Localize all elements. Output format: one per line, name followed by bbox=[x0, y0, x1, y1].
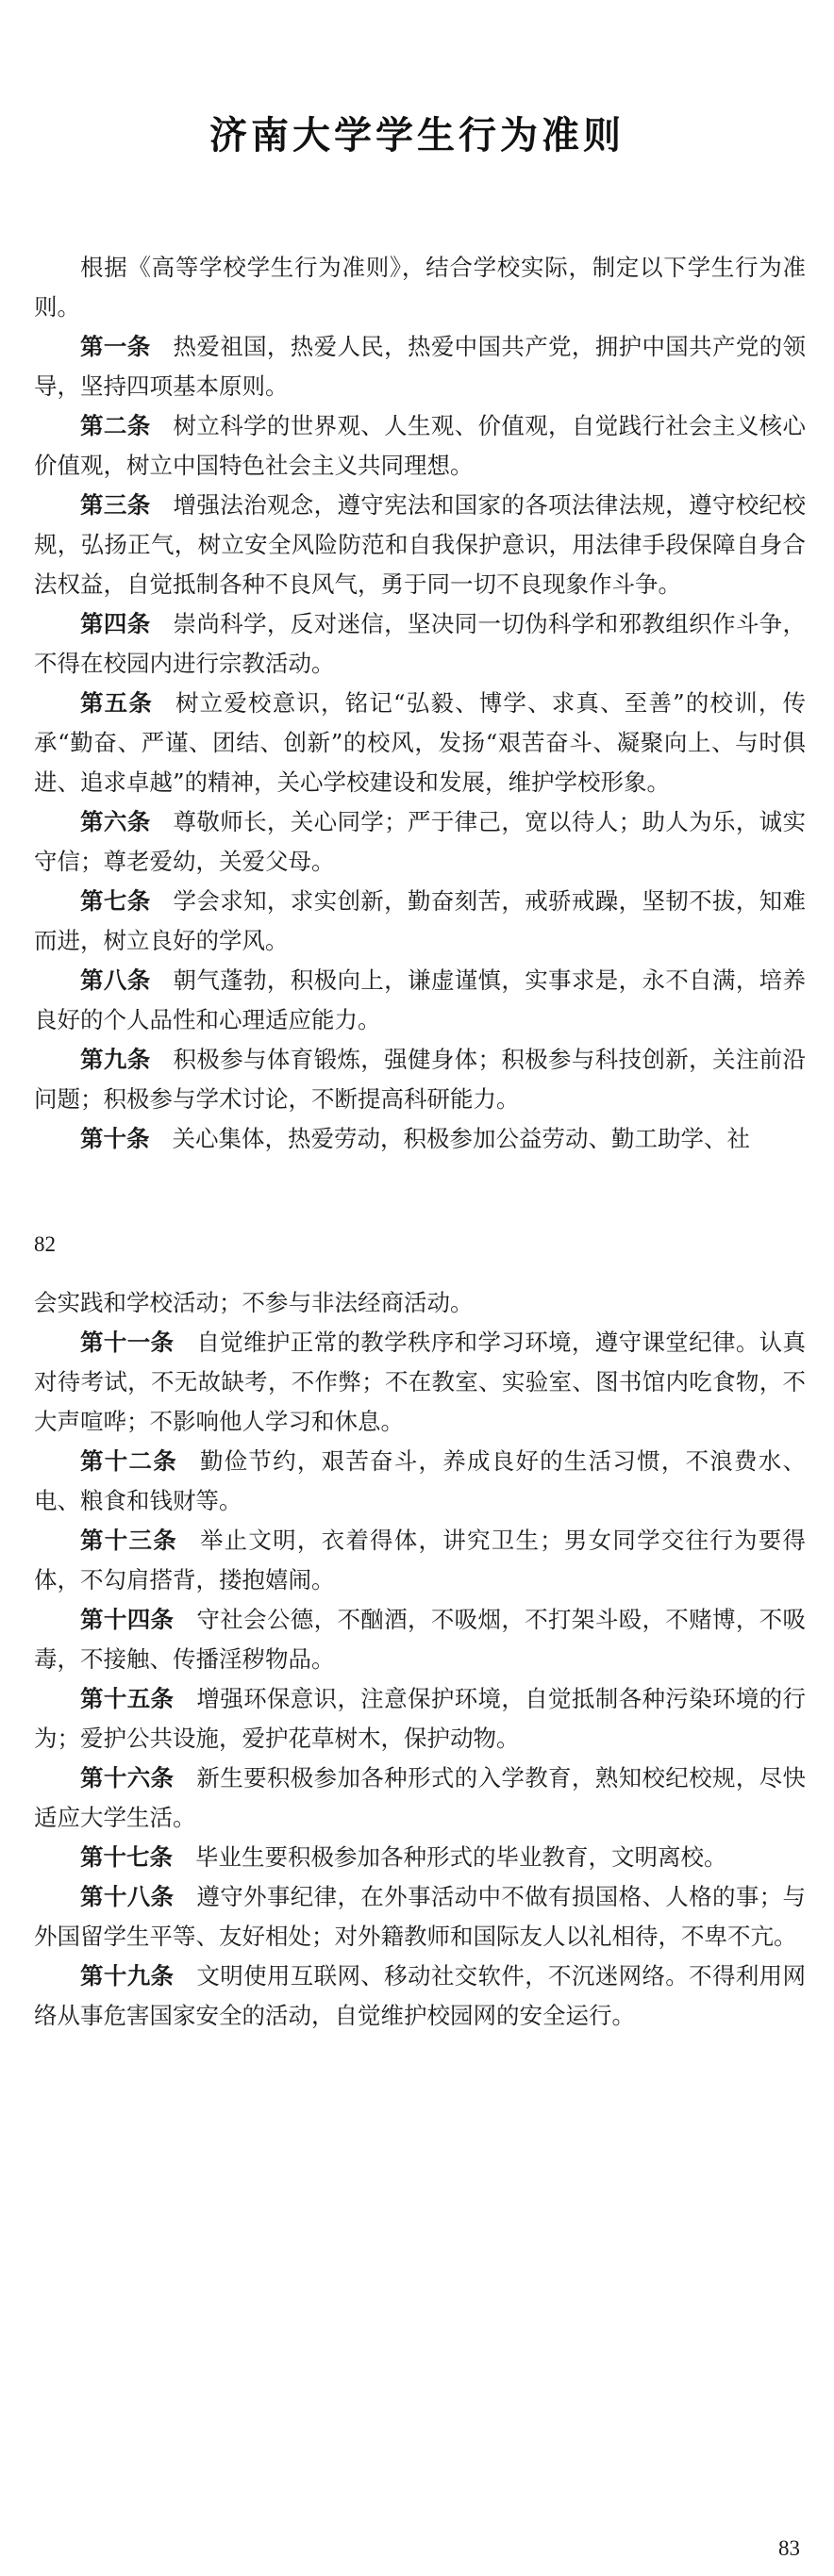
article-1 bbox=[34, 327, 806, 406]
article-text: 增强法治观念，遵守宪法和国家的各项法律法规，遵守校纪校规，弘扬正气，树立安全风险防范和自我保护意识，用法律手段保障自身合法权益，自觉抵制各种不良风气，勇于同一切不良现象作斗争。 bbox=[34, 491, 807, 598]
article-text: 毕业生要积极参加各种形式的毕业教育，文明离校。 bbox=[195, 1843, 727, 1871]
article-17 bbox=[34, 1838, 806, 1877]
article-label: 第三条 bbox=[80, 491, 151, 519]
article-text: 树立爱校意识，铭记“弘毅、博学、求真、至善”的校训，传承“勤奋、严谨、团结、创新”的校风，发扬“艰苦奋斗、凝聚向上、与时俱进、追求卓越”的精神，关心学校建设和发展，维护学校形象。 bbox=[34, 689, 806, 796]
page-83-body bbox=[34, 1283, 806, 2036]
article-label: 第十六条 bbox=[80, 1764, 175, 1792]
page-82-body bbox=[34, 248, 806, 1159]
article-label: 第十条 bbox=[80, 1125, 150, 1152]
article-14 bbox=[34, 1600, 806, 1679]
article-15 bbox=[34, 1679, 806, 1759]
article-label: 第十三条 bbox=[80, 1527, 177, 1554]
article-label: 第八条 bbox=[80, 966, 151, 994]
page-83 bbox=[0, 1278, 834, 2576]
article-label: 第十二条 bbox=[80, 1447, 177, 1475]
article-text: 朝气蓬勃，积极向上，谦虚谨慎，实事求是，永不自满，培养良好的个人品性和心理适应能力。 bbox=[34, 966, 807, 1033]
article-text: 关心集体，热爱劳动，积极参加公益劳动、勤工助学、社 bbox=[172, 1125, 750, 1152]
article-2 bbox=[34, 406, 806, 486]
page-number: 83 bbox=[778, 2536, 800, 2560]
article-5 bbox=[34, 684, 806, 802]
article-19 bbox=[34, 1957, 806, 2036]
article-text: 崇尚科学，反对迷信，坚决同一切伪科学和邪教组织作斗争，不得在校园内进行宗教活动。 bbox=[34, 610, 807, 677]
preamble-paragraph bbox=[34, 248, 806, 327]
article-7 bbox=[34, 882, 806, 961]
article-10-continuation: 会实践和学校活动；不参与非法经商活动。 bbox=[34, 1289, 474, 1316]
article-label: 第十九条 bbox=[80, 1962, 175, 1990]
article-label: 第十一条 bbox=[80, 1329, 175, 1356]
article-4 bbox=[34, 604, 806, 684]
article-text: 尊敬师长，关心同学；严于律己，宽以待人；助人为乐，诚实守信；尊老爱幼，关爱父母。 bbox=[34, 808, 807, 875]
article-12 bbox=[34, 1442, 806, 1521]
article-text: 举止文明，衣着得体，讲究卫生；男女同学交往行为要得体，不勾肩搭背，搂抱嬉闹。 bbox=[34, 1527, 807, 1593]
article-13 bbox=[34, 1521, 806, 1600]
article-10 bbox=[34, 1119, 806, 1159]
article-label: 第一条 bbox=[80, 333, 151, 360]
article-text: 文明使用互联网、移动社交软件，不沉迷网络。不得利用网络从事危害国家安全的活动，自觉维护校园网的安全运行。 bbox=[34, 1962, 807, 2029]
article-11 bbox=[34, 1323, 806, 1442]
article-label: 第十四条 bbox=[80, 1606, 175, 1633]
article-label: 第十八条 bbox=[80, 1883, 175, 1910]
article-16 bbox=[34, 1759, 806, 1838]
article-6 bbox=[34, 802, 806, 882]
article-label: 第五条 bbox=[80, 689, 154, 717]
article-text: 热爱祖国，热爱人民，热爱中国共产党，拥护中国共产党的领导，坚持四项基本原则。 bbox=[34, 333, 807, 400]
article-label: 第九条 bbox=[80, 1046, 151, 1073]
page-number: 82 bbox=[34, 1232, 56, 1256]
article-text: 勤俭节约，艰苦奋斗，养成良好的生活习惯，不浪费水、电、粮食和钱财等。 bbox=[34, 1447, 807, 1514]
article-8 bbox=[34, 961, 806, 1040]
article-text: 增强环保意识，注意保护环境，自觉抵制各种污染环境的行为；爱护公共设施，爱护花草树木，保护动物。 bbox=[34, 1685, 807, 1752]
article-text: 遵守外事纪律，在外事活动中不做有损国格、人格的事；与外国留学生平等、友好相处；对外籍教师和国际友人以礼相待，不卑不亢。 bbox=[34, 1883, 807, 1950]
article-text: 学会求知，求实创新，勤奋刻苦，戒骄戒躁，坚韧不拔，知难而进，树立良好的学风。 bbox=[34, 887, 807, 954]
article-label: 第十五条 bbox=[80, 1685, 175, 1712]
article-label: 第四条 bbox=[80, 610, 151, 637]
page-82 bbox=[0, 0, 834, 1278]
document-title: 济南大学学生行为准则 bbox=[209, 113, 625, 157]
article-label: 第二条 bbox=[80, 412, 151, 439]
article-text: 自觉维护正常的教学秩序和学习环境，遵守课堂纪律。认真对待考试，不无故缺考，不作弊；不在教室、实验室、图书馆内吃食物，不大声喧哗；不影响他人学习和休息。 bbox=[34, 1329, 807, 1435]
article-3 bbox=[34, 486, 806, 604]
article-label: 第十七条 bbox=[80, 1843, 173, 1871]
article-label: 第七条 bbox=[80, 887, 151, 915]
article-9 bbox=[34, 1040, 806, 1119]
article-label: 第六条 bbox=[80, 808, 151, 835]
preamble-text: 根据《高等学校学生行为准则》，结合学校实际，制定以下学生行为准则。 bbox=[34, 254, 806, 321]
article-18 bbox=[34, 1877, 806, 1957]
article-text: 守社会公德，不酗酒，不吸烟，不打架斗殴，不赌博，不吸毒，不接触、传播淫秽物品。 bbox=[34, 1606, 807, 1673]
article-text: 树立科学的世界观、人生观、价值观，自觉践行社会主义核心价值观，树立中国特色社会主义共同理想。 bbox=[34, 412, 807, 479]
article-text: 新生要积极参加各种形式的入学教育，熟知校纪校规，尽快适应大学生活。 bbox=[34, 1764, 807, 1831]
article-text: 积极参与体育锻炼，强健身体；积极参与科技创新，关注前沿问题；积极参与学术讨论，不断提高科研能力。 bbox=[34, 1046, 807, 1113]
